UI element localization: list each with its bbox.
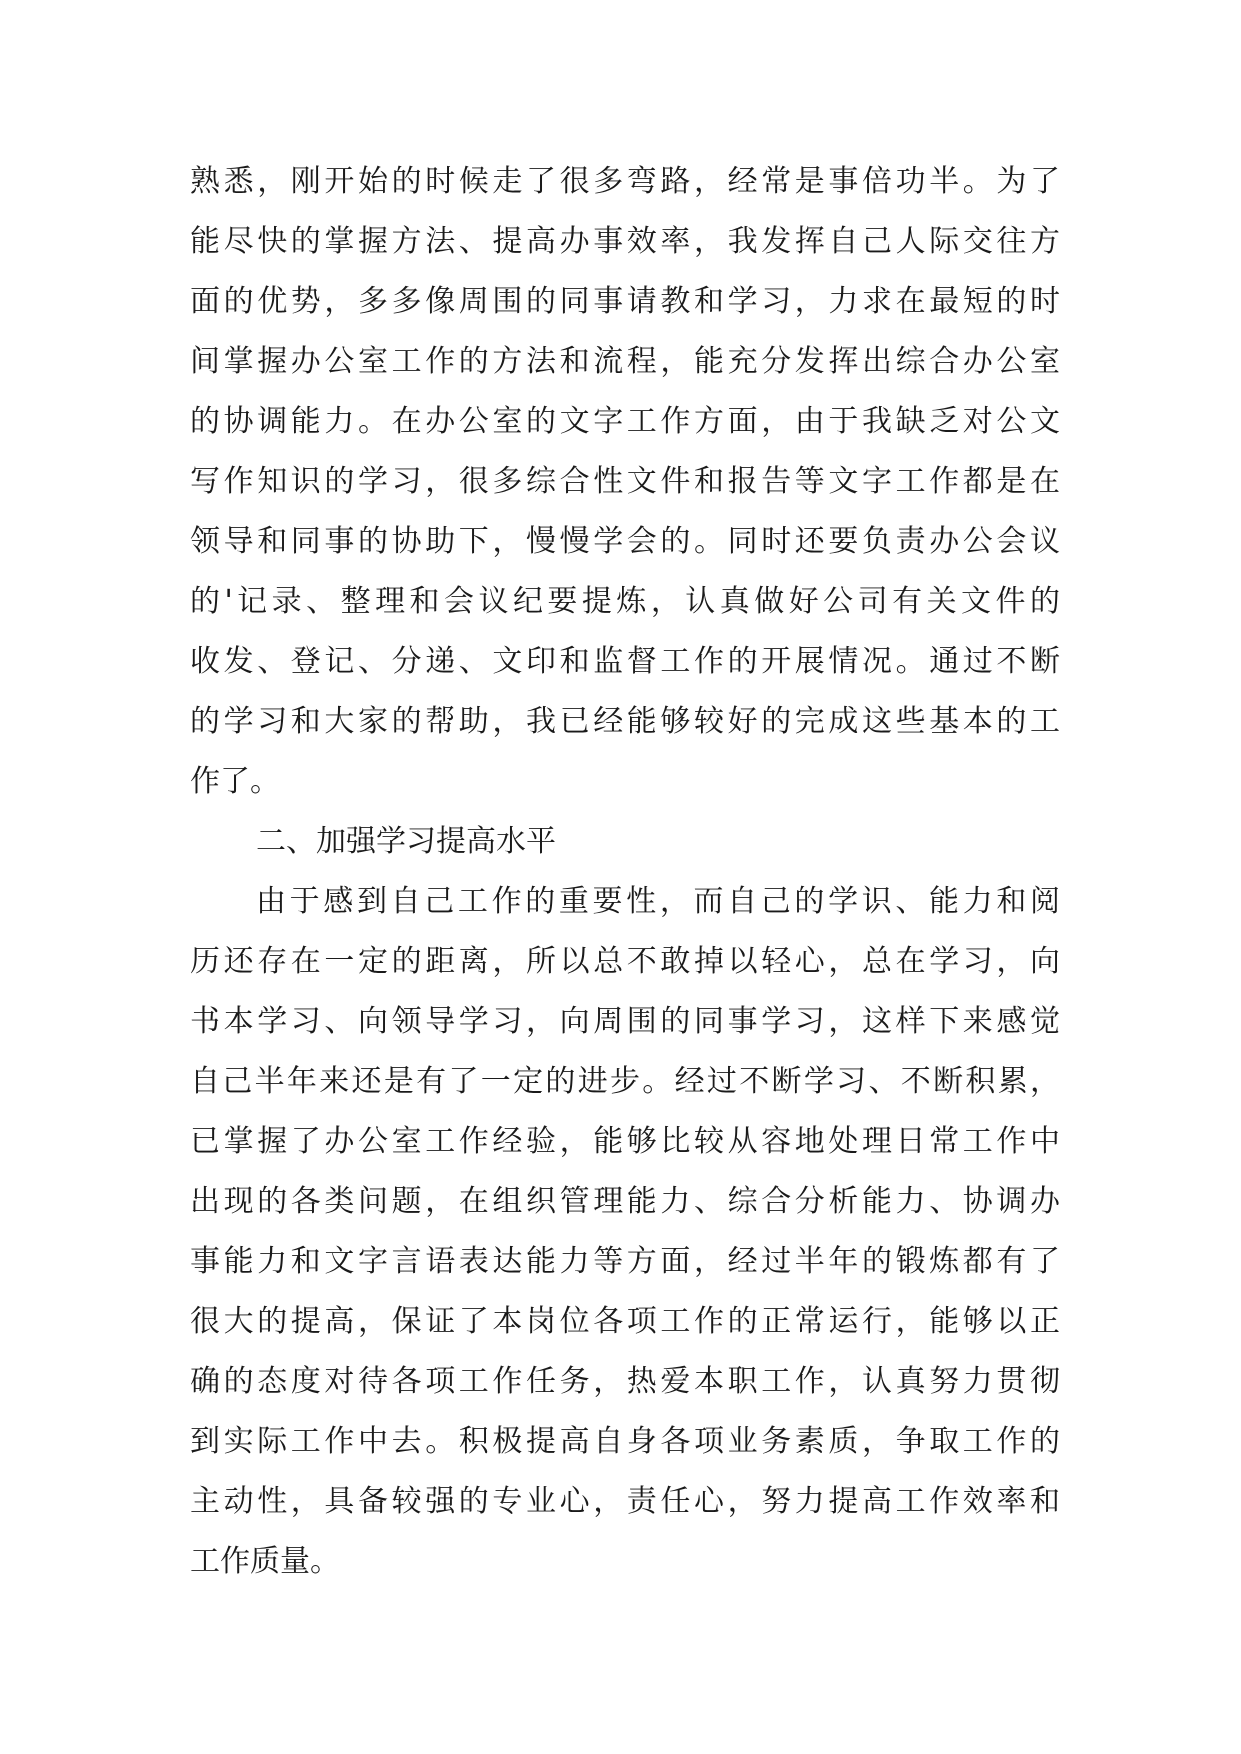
- text-line: 的'记录、整理和会议纪要提炼，认真做好公司有关文件的: [190, 584, 1060, 619]
- text-line: 确的态度对待各项工作任务，热爱本职工作，认真努力贯彻: [190, 1364, 1060, 1399]
- text-line: 事能力和文字言语表达能力等方面，经过半年的锻炼都有了: [190, 1244, 1060, 1279]
- text-line: 历还存在一定的距离，所以总不敢掉以轻心，总在学习，向: [190, 944, 1060, 979]
- text-line: 出现的各类问题，在组织管理能力、综合分析能力、协调办: [190, 1184, 1060, 1219]
- text-line: 写作知识的学习，很多综合性文件和报告等文字工作都是在: [190, 464, 1060, 499]
- text-line: 已掌握了办公室工作经验，能够比较从容地处理日常工作中: [190, 1124, 1060, 1159]
- text-line: 能尽快的掌握方法、提高办事效率，我发挥自己人际交往方: [190, 224, 1060, 259]
- text-line: 由于感到自己工作的重要性，而自己的学识、能力和阅: [256, 884, 1060, 919]
- text-line: 很大的提高，保证了本岗位各项工作的正常运行，能够以正: [190, 1304, 1060, 1339]
- text-line: 的协调能力。在办公室的文字工作方面，由于我缺乏对公文: [190, 404, 1060, 439]
- text-line: 工作质量。: [190, 1544, 340, 1579]
- text-line: 收发、登记、分递、文印和监督工作的开展情况。通过不断: [190, 644, 1060, 679]
- text-line: 熟悉，刚开始的时候走了很多弯路，经常是事倍功半。为了: [190, 164, 1060, 199]
- text-line: 主动性，具备较强的专业心，责任心，努力提高工作效率和: [190, 1484, 1060, 1519]
- text-line: 间掌握办公室工作的方法和流程，能充分发挥出综合办公室: [190, 344, 1060, 379]
- text-line: 的学习和大家的帮助，我已经能够较好的完成这些基本的工: [190, 704, 1060, 739]
- document-body: [190, 152, 1060, 1592]
- text-line: 到实际工作中去。积极提高自身各项业务素质，争取工作的: [190, 1424, 1060, 1459]
- text-line: 自己半年来还是有了一定的进步。经过不断学习、不断积累，: [190, 1064, 1060, 1099]
- section-heading: 二、加强学习提高水平: [256, 824, 556, 859]
- text-line: 作了。: [190, 764, 280, 799]
- text-line: 领导和同事的协助下，慢慢学会的。同时还要负责办公会议: [190, 524, 1060, 559]
- text-line: 面的优势，多多像周围的同事请教和学习，力求在最短的时: [190, 284, 1060, 319]
- text-line: 书本学习、向领导学习，向周围的同事学习，这样下来感觉: [190, 1004, 1060, 1039]
